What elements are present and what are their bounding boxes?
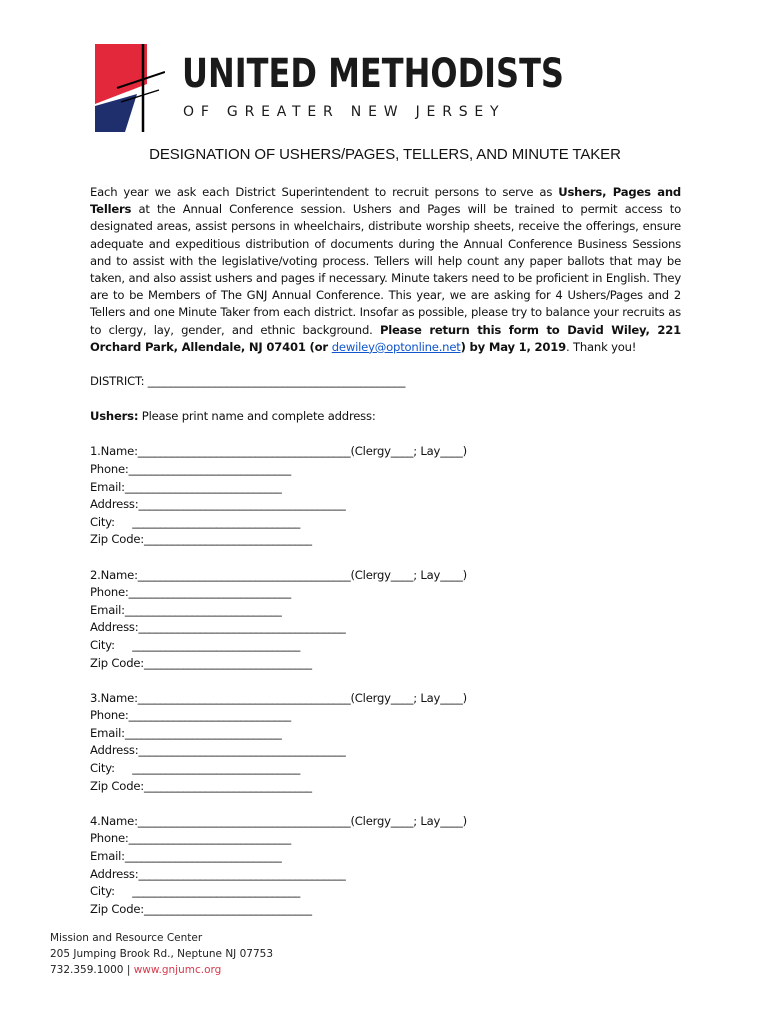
intro-bold-3: ) by May 1, 2019 bbox=[460, 339, 567, 354]
phone-field[interactable]: Phone:_____________________________ bbox=[90, 585, 291, 600]
address-field[interactable]: Address:_____________________________________ bbox=[90, 866, 346, 881]
name-field[interactable]: 3.Name:______________________________________(Clergy____; Lay____) bbox=[90, 690, 467, 705]
zip-field[interactable]: Zip Code:______________________________ bbox=[90, 901, 312, 916]
footer-org: Mission and Resource Center bbox=[50, 932, 203, 944]
city-field[interactable]: City: ______________________________ bbox=[90, 637, 301, 652]
name-field[interactable]: 4.Name:______________________________________(Clergy____; Lay____) bbox=[90, 813, 467, 828]
logo-red-shape bbox=[95, 44, 147, 104]
city-field[interactable]: City: ______________________________ bbox=[90, 761, 301, 776]
email-field[interactable]: Email:____________________________ bbox=[90, 602, 282, 617]
email-field[interactable]: Email:____________________________ bbox=[90, 479, 282, 494]
usher-entry-1 bbox=[90, 443, 467, 549]
cross-flame-logo-icon bbox=[95, 44, 165, 132]
address-field[interactable]: Address:_____________________________________ bbox=[90, 620, 346, 635]
ushers-label: Ushers: bbox=[90, 409, 139, 424]
zip-field[interactable]: Zip Code:______________________________ bbox=[90, 655, 312, 670]
intro-text-2: at the Annual Conference session. Ushers and Pages will be trained to permit access to designated areas, assist persons in wheelchairs, distribute worship sheets, receive the offerings, ensure adequate and expeditious distribution of documents during the Annual Conference Business Sessions and to assist with the legislative/voting process. Tellers will help count any paper ballots that may be taken, and also assist ushers and pages if necessary. Minute takers need to be proficient in English. They are to be Members of The GNJ Annual Conference. This year, we are asking for 4 Ushers/Pages and 2 Tellers and one Minute Taker from each district. Insofar as possible, please try to balance your recruits as to clergy, lay, gender, and ethnic background. bbox=[90, 202, 681, 337]
usher-entry-3 bbox=[90, 690, 467, 796]
phone-field[interactable]: Phone:_____________________________ bbox=[90, 461, 291, 476]
name-field[interactable]: 2.Name:______________________________________(Clergy____; Lay____) bbox=[90, 567, 467, 582]
intro-text-3: . Thank you! bbox=[566, 339, 637, 354]
city-field[interactable]: City: ______________________________ bbox=[90, 884, 301, 899]
footer-contact bbox=[50, 962, 273, 978]
phone-field[interactable]: Phone:_____________________________ bbox=[90, 708, 291, 723]
email-field[interactable]: Email:____________________________ bbox=[90, 725, 282, 740]
zip-field[interactable]: Zip Code:______________________________ bbox=[90, 532, 312, 547]
ushers-heading bbox=[90, 408, 467, 426]
intro-bold-2: Please return this form to David Wiley, 221 Orchard Park, Allendale, NJ 07401 (or bbox=[90, 322, 681, 354]
footer-separator: | bbox=[123, 964, 134, 976]
address-field[interactable]: Address:_____________________________________ bbox=[90, 497, 346, 512]
city-field[interactable]: City: ______________________________ bbox=[90, 514, 301, 529]
name-field[interactable]: 1.Name:______________________________________(Clergy____; Lay____) bbox=[90, 444, 467, 459]
intro-text-1: Each year we ask each District Superintendent to recruit persons to serve as bbox=[90, 185, 559, 199]
form-fields bbox=[90, 373, 467, 918]
footer-address: 205 Jumping Brook Rd., Neptune NJ 07753 bbox=[50, 948, 274, 960]
zip-field[interactable]: Zip Code:______________________________ bbox=[90, 778, 312, 793]
usher-entry-2 bbox=[90, 567, 467, 673]
usher-entry-4 bbox=[90, 813, 467, 919]
footer bbox=[50, 930, 273, 978]
page-title: DESIGNATION OF USHERS/PAGES, TELLERS, AND MINUTE TAKER bbox=[149, 146, 621, 163]
address-field[interactable]: Address:_____________________________________ bbox=[90, 743, 346, 758]
intro-paragraph bbox=[90, 184, 681, 356]
district-field[interactable]: DISTRICT: ______________________________________________ bbox=[90, 374, 406, 388]
phone-field[interactable]: Phone:_____________________________ bbox=[90, 831, 291, 846]
ushers-instruction: Please print name and complete address: bbox=[138, 409, 376, 424]
logo-title: UNITED METHODISTS bbox=[182, 51, 564, 97]
footer-website-link[interactable]: www.gnjumc.org bbox=[133, 964, 222, 976]
footer-phone: 732.359.1000 bbox=[50, 964, 124, 976]
email-field[interactable]: Email:____________________________ bbox=[90, 849, 282, 864]
intro-bold-1: Ushers, Pages and Tellers bbox=[90, 185, 682, 217]
logo-subtitle: OF GREATER NEW JERSEY bbox=[183, 104, 506, 120]
email-link[interactable]: dewiley@optonline.net bbox=[331, 339, 461, 354]
